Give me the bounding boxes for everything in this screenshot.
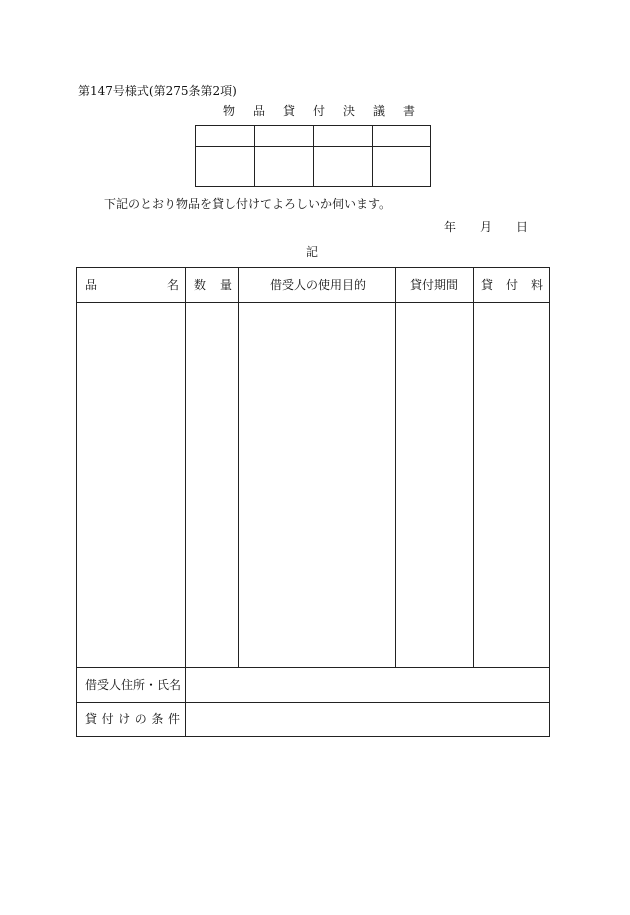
column-divider [473, 268, 474, 668]
header-row-divider [77, 302, 549, 303]
date-month: 月 [480, 220, 493, 234]
loan-items-table [76, 267, 550, 737]
column-divider [395, 268, 396, 668]
column-divider [185, 268, 186, 736]
document-title [223, 104, 415, 118]
header-char: 料 [530, 278, 543, 292]
header-char: 品 [85, 278, 98, 292]
title-char: 書 [403, 104, 416, 118]
header-char: 貸 [481, 278, 494, 292]
header-item-name [85, 278, 179, 292]
column-divider [238, 268, 239, 668]
label-char: 付 [101, 712, 114, 726]
date-line [444, 220, 528, 234]
title-char: 決 [343, 104, 356, 118]
label-char: 貸 [85, 712, 98, 726]
title-char: 付 [313, 104, 326, 118]
title-char: 物 [223, 104, 236, 118]
date-year: 年 [444, 220, 457, 234]
ki-label: 記 [306, 245, 319, 259]
header-quantity [194, 278, 232, 292]
stamp-grid-divider [313, 126, 314, 186]
approval-stamp-grid [195, 125, 431, 187]
header-char: 数 [194, 278, 207, 292]
label-char: の [134, 712, 147, 726]
label-char: け [118, 712, 131, 726]
header-period: 貸付期間 [410, 278, 459, 292]
body-row-divider [77, 667, 549, 668]
header-fee [481, 278, 543, 292]
header-char: 量 [219, 278, 232, 292]
title-char: 貸 [283, 104, 296, 118]
label-char: 件 [167, 712, 180, 726]
title-char: 品 [253, 104, 266, 118]
borrower-address-name-label: 借受人住所・氏名 [85, 678, 182, 692]
header-char: 付 [505, 278, 518, 292]
stamp-grid-divider [372, 126, 373, 186]
header-char: 名 [166, 278, 179, 292]
date-day: 日 [516, 220, 529, 234]
title-char: 議 [373, 104, 386, 118]
stamp-grid-divider [254, 126, 255, 186]
row-divider [77, 702, 549, 703]
request-statement: 下記のとおり物品を貸し付けてよろしいか伺います。 [104, 197, 392, 211]
loan-conditions-label [85, 712, 180, 726]
label-char: 条 [151, 712, 164, 726]
header-purpose: 借受人の使用目的 [270, 278, 367, 292]
form-number: 第147号様式(第275条第2項) [78, 84, 237, 98]
